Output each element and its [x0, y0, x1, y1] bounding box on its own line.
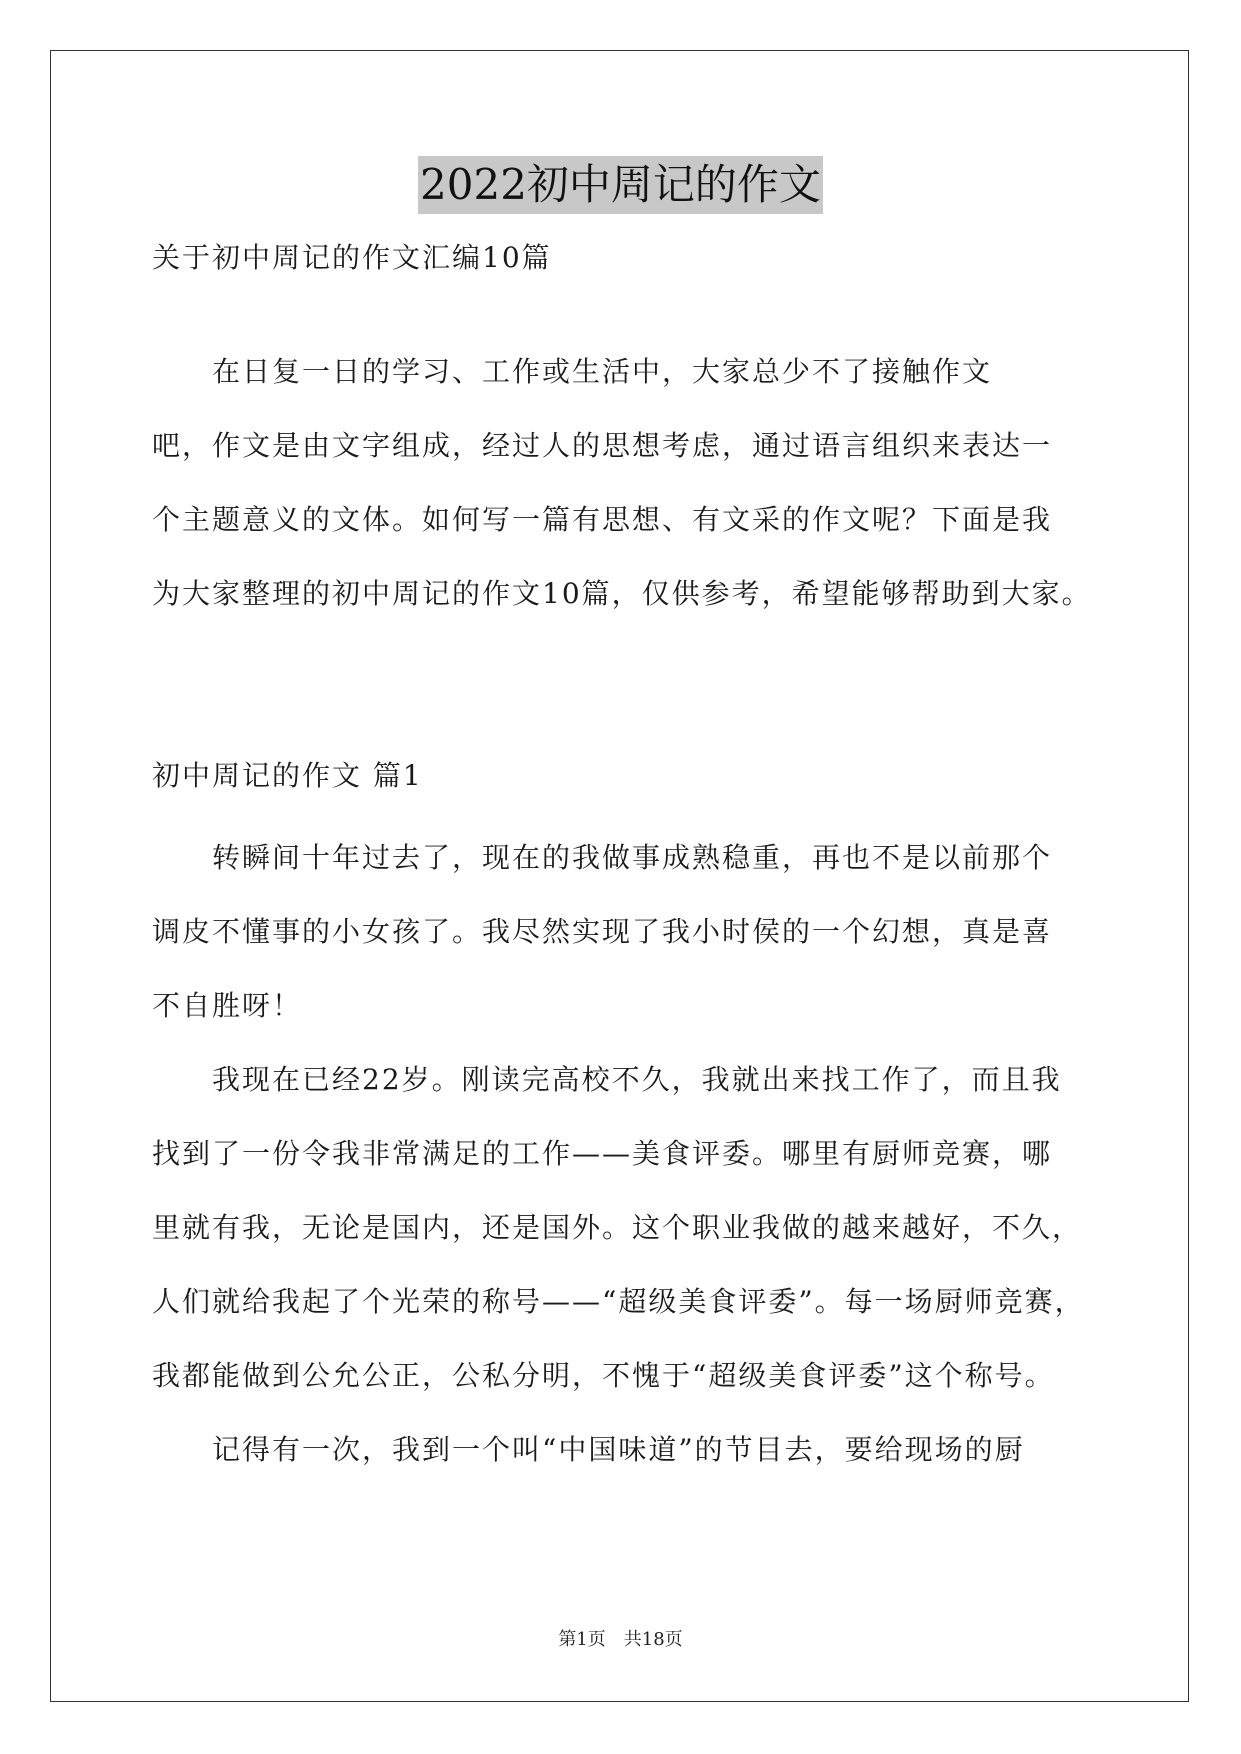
paragraph-line: 我现在已经22岁。刚读完高校不久，我就出来找工作了，而且我	[152, 1063, 1062, 1096]
document-subtitle: 关于初中周记的作文汇编10篇	[152, 241, 552, 274]
paragraph-line: 在日复一日的学习、工作或生活中，大家总少不了接触作文	[152, 355, 993, 388]
section-heading: 初中周记的作文 篇1	[152, 759, 423, 792]
paragraph-line: 调皮不懂事的小女孩了。我尽然实现了我小时侯的一个幻想，真是喜	[152, 915, 1053, 948]
paragraph-line: 找到了一份令我非常满足的工作——美食评委。哪里有厨师竞赛，哪	[152, 1137, 1053, 1170]
paragraph-line: 个主题意义的文体。如何写一篇有思想、有文采的作文呢？下面是我	[152, 503, 1053, 536]
paragraph-line: 吧，作文是由文字组成，经过人的思想考虑，通过语言组织来表达一	[152, 429, 1053, 462]
paragraph-line: 人们就给我起了个光荣的称号——“超级美食评委”。每一场厨师竞赛，	[152, 1285, 1085, 1318]
paragraph-line: 转瞬间十年过去了，现在的我做事成熟稳重，再也不是以前那个	[152, 841, 1053, 874]
paragraph-line: 里就有我，无论是国内，还是国外。这个职业我做的越来越好，不久，	[152, 1211, 1083, 1244]
page-footer: 第1页 共18页	[558, 1629, 683, 1650]
paragraph-line: 我都能做到公允公正，公私分明，不愧于“超级美食评委”这个称号。	[152, 1359, 1055, 1392]
paragraph-line: 为大家整理的初中周记的作文10篇，仅供参考，希望能够帮助到大家。	[152, 577, 1092, 610]
document-title: 2022初中周记的作文	[418, 156, 823, 214]
paragraph-line: 不自胜呀！	[152, 989, 303, 1022]
paragraph-line: 记得有一次，我到一个叫“中国味道”的节目去，要给现场的厨	[152, 1433, 1025, 1466]
